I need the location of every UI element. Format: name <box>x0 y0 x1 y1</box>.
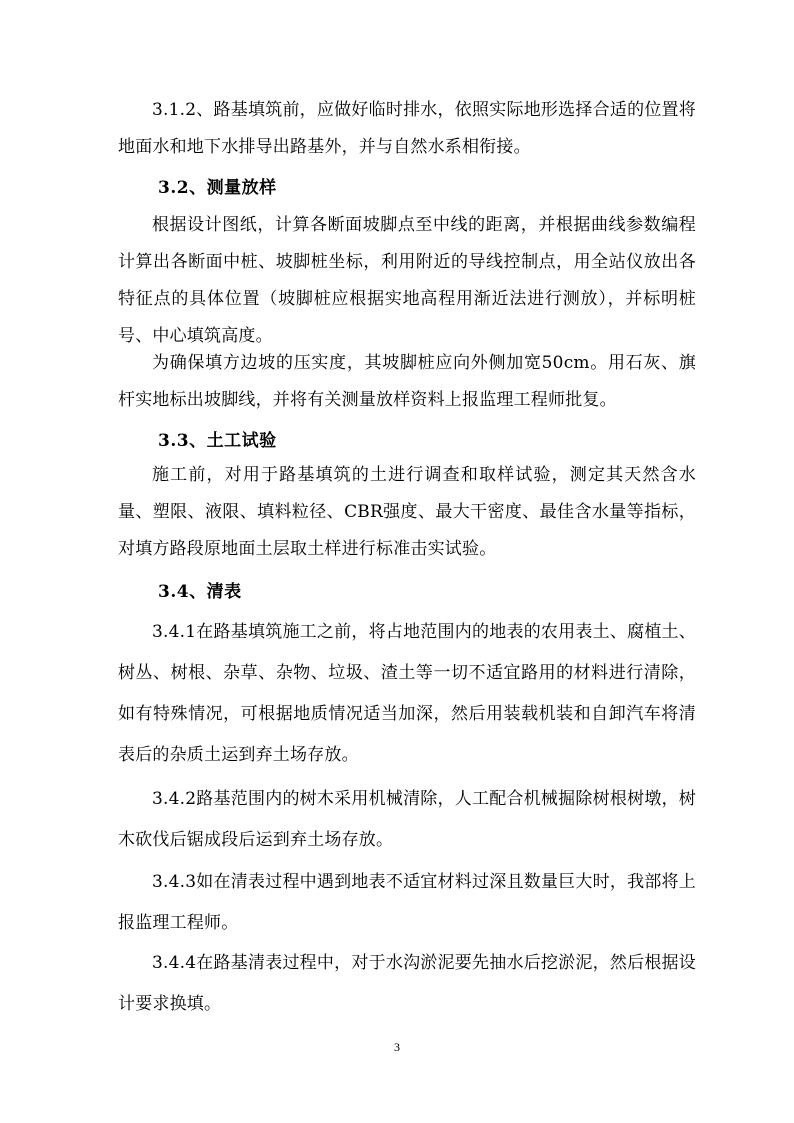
paragraph-3-4-3: 3.4.3如在清表过程中遇到地表不适宜材料过深且数量巨大时，我部将上报监理工程师。 <box>118 872 696 933</box>
paragraph-3-1-2: 3.1.2、路基填筑前，应做好临时排水，依照实际地形选择合适的位置将地面水和地下水排导出路基外，并与自然水系相衔接。 <box>118 100 696 157</box>
paragraph-3-2-survey: 根据设计图纸，计算各断面坡脚点至中线的距离，并根据曲线参数编程计算出各断面中桩、坡脚桩坐标，利用附近的导线控制点，用全站仪放出各特征点的具体位置（坡脚桩应根据实地高程用渐近法进行测放），并标明桩号、中心填筑高度。 <box>118 215 696 346</box>
page-number: 3 <box>394 1040 400 1054</box>
paragraph-3-2-slope: 为确保填方边坡的压实度，其坡脚桩应向外侧加宽50cm。用石灰、旗杆实地标出坡脚线，并将有关测量放样资料上报监理工程师批复。 <box>118 353 696 410</box>
paragraph-3-4-1: 3.4.1在路基填筑施工之前，将占地范围内的地表的农用表土、腐植土、树丛、树根、杂草、杂物、垃圾、渣土等一切不适宜路用的材料进行清除，如有特殊情况，可根据地质情况适当加深，然后用装载机装和自卸汽车将清表后的杂质土运到弃土场存放。 <box>118 622 696 765</box>
heading-3-2: 3.2、测量放样 <box>158 178 277 198</box>
heading-3-3: 3.3、土工试验 <box>158 431 277 451</box>
paragraph-3-3: 施工前，对用于路基填筑的土进行调查和取样试验，测定其天然含水量、塑限、液限、填料粒径、CBR强度、最大干密度、最佳含水量等指标，对填方路段原地面土层取土样进行标准击实试验。 <box>118 465 696 559</box>
paragraph-3-4-2: 3.4.2路基范围内的树木采用机械清除，人工配合机械掘除树根树墩，树木砍伐后锯成段后运到弃土场存放。 <box>118 789 696 850</box>
heading-3-4: 3.4、清表 <box>158 582 242 602</box>
paragraph-3-4-4: 3.4.4在路基清表过程中，对于水沟淤泥要先抽水后挖淤泥，然后根据设计要求换填。 <box>118 953 696 1014</box>
